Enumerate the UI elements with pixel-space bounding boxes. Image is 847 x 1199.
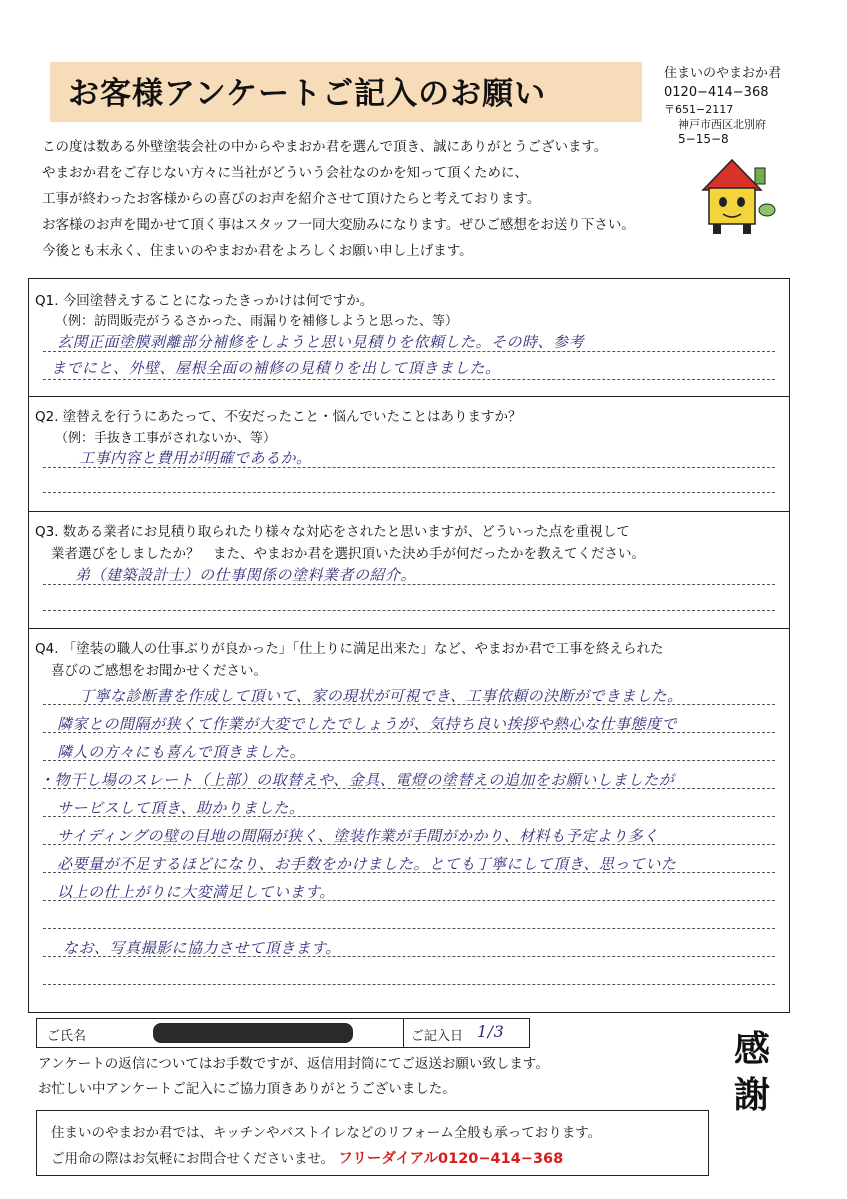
q2-answer-line: 工事内容と費用が明確であるか。	[79, 449, 312, 467]
closing-line: アンケートの返信についてはお手数ですが、返信用封筒にてご返送お願い致します。	[38, 1056, 549, 1072]
q3-question-cont: 業者選びをしましたか？ また、やまおか君を選択頂いた決め手が何だったかを教えてください。	[51, 546, 645, 562]
q3-question: Q3. 数ある業者にお見積り取られたり様々な対応をされたと思いますが、どういった点を重視して	[35, 524, 630, 540]
company-name: 住まいのやまおか君	[664, 66, 782, 81]
intro-line: お客様のお声を聞かせて頂く事はスタッフ一同大変励みになります。ぜひご感想をお送り下さい。	[42, 217, 635, 233]
q4-question: Q4. 「塗装の職人の仕事ぶりが良かった」「仕上りに満足出来た」など、やまおか君で工事を終えられた	[35, 641, 664, 657]
answer-line	[43, 984, 775, 985]
q4-answer-line: サイディングの壁の目地の間隔が狭く、塗装作業が手間がかかり、材料も予定より多く	[57, 827, 659, 845]
name-date-bar	[36, 1018, 530, 1048]
footer-box	[36, 1110, 709, 1176]
q4-answer-line: 必要量が不足するほどになり、お手数をかけました。とても丁寧にして頂き、思っていた	[57, 855, 677, 873]
date-label: ご記入日	[411, 1029, 464, 1044]
footer-line-2-text: ご用命の際はお気軽にお問合せくださいませ。	[51, 1151, 335, 1167]
q1-question: Q1. 今回塗替えすることになったきっかけは何ですか。	[35, 293, 374, 309]
q4-answer-line: ・物干し場のスレート（上部）の取替えや、金具、電燈の塗替えの追加をお願いしましたが	[39, 771, 675, 789]
q4-question-cont: 喜びのご感想をお聞かせください。	[51, 663, 267, 679]
questionnaire-frame	[28, 278, 790, 1013]
q4-answer-line: サービスして頂き、助かりました。	[57, 799, 305, 817]
intro-line: 工事が終わったお客様からの喜びのお声を紹介させて頂けたらと考えております。	[42, 191, 541, 207]
q1-answer-line: 玄関正面塗膜剥離部分補修をしようと思い見積りを依頼した。その時、参考	[57, 333, 585, 351]
q1-answer-line: までにと、外壁、屋根全面の補修の見積りを出して頂きました。	[51, 359, 501, 377]
q2-example: （例：手抜き工事がされないか、等）	[55, 431, 277, 446]
q4-answer-line: 隣家との間隔が狭くて作業が大変でしたでしょうが、気持ち良い挨拶や熱心な仕事態度で	[57, 715, 678, 733]
name-label: ご氏名	[47, 1029, 87, 1044]
q4-section	[29, 629, 789, 1012]
footer-line-1: 住まいのやまおか君では、キッチンやバストイレなどのリフォーム全般も承っております。	[51, 1125, 602, 1141]
q2-question: Q2. 塗替えを行うにあたって、不安だったこと・悩んでいたことはありますか？	[35, 409, 522, 425]
intro-line: 今後とも末永く、住まいのやまおか君をよろしくお願い申し上げます。	[42, 243, 473, 259]
company-postal: 〒651−2117	[664, 103, 734, 116]
divider	[403, 1019, 404, 1047]
kansha-calligraphy	[722, 1026, 782, 1118]
mascot-house-icon	[685, 148, 780, 243]
kansha-char: 謝	[733, 1074, 770, 1116]
q2-section	[29, 397, 789, 512]
redacted-name	[153, 1023, 353, 1043]
answer-line	[43, 610, 775, 611]
answer-line	[43, 928, 775, 929]
q1-example: （例：訪問販売がうるさかった、雨漏りを補修しようと思った、等）	[55, 314, 459, 329]
intro-line: やまおか君をご存じない方々に当社がどういう会社なのかを知って頂くために、	[42, 165, 528, 181]
freedial-number: フリーダイアル0120−414−368	[338, 1151, 564, 1167]
q4-answer-line: 隣人の方々にも喜んで頂きました。	[57, 743, 306, 761]
company-phone: 0120−414−368	[664, 85, 769, 100]
q3-answer-line: 弟（建築設計士）の仕事関係の塗料業者の紹介。	[75, 566, 417, 584]
footer-line-2	[51, 1147, 563, 1168]
q4-answer-line: 丁寧な診断書を作成して頂いて、家の現状が可視でき、工事依頼の決断ができました。	[79, 687, 683, 705]
q1-section	[29, 279, 789, 397]
q3-section	[29, 512, 789, 629]
closing-text	[38, 1052, 549, 1102]
kansha-char: 感	[733, 1028, 770, 1070]
company-address-2: 5−15−8	[678, 132, 729, 146]
intro-text	[42, 134, 682, 264]
page-title: お客様アンケートご記入のお願い	[68, 76, 547, 112]
q4-answer-line: 以上の仕上がりに大変満足しています。	[57, 883, 335, 901]
answer-line	[43, 492, 775, 493]
closing-line: お忙しい中アンケートご記入にご協力頂きありがとうございました。	[38, 1081, 456, 1097]
company-address-1: 神戸市西区北別府	[678, 118, 766, 131]
date-value: 1/3	[477, 1022, 505, 1041]
q4-answer-line: なお、写真撮影に協力させて頂きます。	[63, 939, 341, 957]
answer-line	[43, 379, 775, 380]
intro-line: この度は数ある外壁塗装会社の中からやまおか君を選んで頂き、誠にありがとうございます。	[42, 139, 608, 155]
